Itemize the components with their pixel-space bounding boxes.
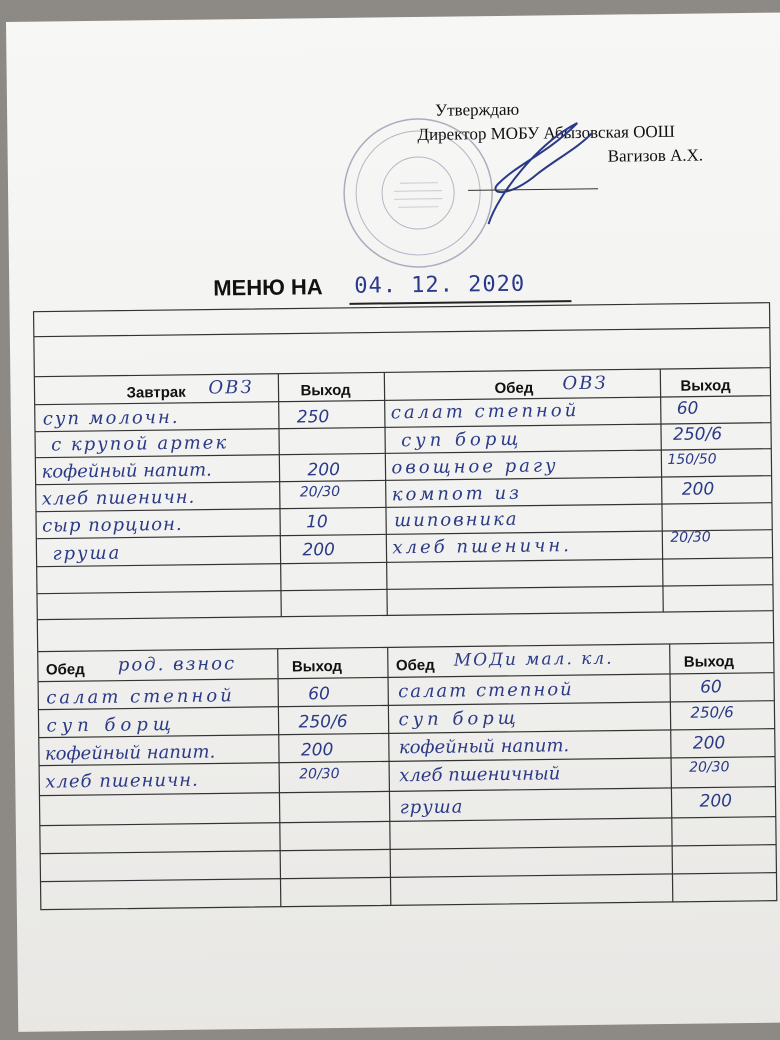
s2-left-dish-3: кофейный напит. bbox=[44, 741, 216, 765]
header-lunch-2: Обед bbox=[45, 661, 85, 679]
s1-right-dish-4: компот из bbox=[391, 482, 523, 506]
header-lunch-3: Обед bbox=[395, 656, 435, 675]
s2-left-dish-4: хлеб пшеничн. bbox=[45, 769, 199, 793]
s2-left-yield-4: 20/30 bbox=[299, 765, 340, 783]
menu-date: 04. 12. 2020 bbox=[354, 271, 526, 299]
s1-right-yield-3: 150/50 bbox=[667, 451, 717, 468]
approval-heading: Утверждаю bbox=[434, 99, 520, 120]
header-lunch-3-note: МОДи мал. кл. bbox=[453, 648, 614, 671]
menu-title: МЕНЮ НА bbox=[213, 274, 323, 301]
s2-left-yield-1: 60 bbox=[308, 684, 330, 705]
s1-right-yield-6: 20/30 bbox=[670, 529, 711, 546]
header-lunch-1: Обед bbox=[494, 379, 534, 398]
s1-left-yield-1: 250 bbox=[296, 407, 330, 428]
header-breakfast: Завтрак bbox=[126, 383, 186, 402]
s1-right-dish-5: шиповника bbox=[393, 508, 519, 532]
s1-right-yield-1: 60 bbox=[676, 398, 699, 419]
approval-signatory: Вагизов А.Х. bbox=[607, 145, 704, 166]
paper-sheet bbox=[6, 12, 780, 1031]
header-yield-4: Выход bbox=[683, 653, 735, 671]
s1-left-dish-3: кофейный напит. bbox=[41, 459, 212, 483]
s1-left-dish-4: хлеб пшеничн. bbox=[41, 486, 196, 510]
s2-right-yield-2: 250/6 bbox=[690, 703, 734, 722]
s1-right-dish-1: салат степной bbox=[390, 400, 580, 424]
s1-left-yield-5: 10 bbox=[306, 512, 328, 533]
header-lunch-1-note: ОВЗ bbox=[562, 372, 608, 395]
s2-right-dish-3: кофейный напит. bbox=[398, 735, 570, 759]
s2-right-yield-5: 200 bbox=[699, 791, 733, 812]
s1-left-dish-6: груша bbox=[52, 542, 122, 565]
s1-left-dish-1: суп молочн. bbox=[42, 406, 180, 430]
s1-right-yield-4: 200 bbox=[681, 479, 715, 500]
header-yield-1: Выход bbox=[300, 381, 351, 400]
s2-left-dish-1: салат степной bbox=[46, 685, 235, 709]
header-lunch-2-note: род. взнос bbox=[117, 653, 237, 676]
s2-right-dish-4: хлеб пшеничный bbox=[399, 763, 561, 787]
s1-left-yield-6: 200 bbox=[302, 540, 336, 561]
s1-left-dish-2: с крупой артек bbox=[51, 432, 229, 456]
s1-right-dish-6: хлеб пшеничн. bbox=[392, 535, 573, 559]
s2-right-dish-1: салат степной bbox=[398, 679, 574, 703]
s2-right-dish-5: груша bbox=[399, 796, 464, 819]
s2-right-yield-4: 20/30 bbox=[689, 759, 730, 776]
header-yield-3: Выход bbox=[291, 657, 343, 676]
header-breakfast-note: ОВЗ bbox=[208, 377, 254, 399]
s2-left-yield-3: 200 bbox=[300, 740, 334, 761]
s2-right-yield-3: 200 bbox=[692, 733, 726, 754]
s1-left-dish-5: сыр порцион. bbox=[42, 513, 183, 537]
s2-right-dish-2: суп борщ bbox=[398, 707, 520, 731]
s1-right-dish-3: овощное рагу bbox=[391, 455, 559, 479]
s1-right-yield-2: 250/6 bbox=[672, 424, 723, 445]
s1-right-dish-2: суп борщ bbox=[401, 428, 523, 452]
s1-left-yield-3: 200 bbox=[307, 459, 341, 481]
s2-left-dish-2: суп борщ bbox=[46, 713, 176, 737]
header-yield-2: Выход bbox=[680, 377, 731, 395]
s2-right-yield-1: 60 bbox=[700, 677, 722, 698]
s2-left-yield-2: 250/6 bbox=[298, 711, 348, 733]
s1-left-yield-4: 20/30 bbox=[299, 483, 341, 501]
approval-position: Директор МОБУ Абызовская ООШ bbox=[417, 121, 675, 144]
